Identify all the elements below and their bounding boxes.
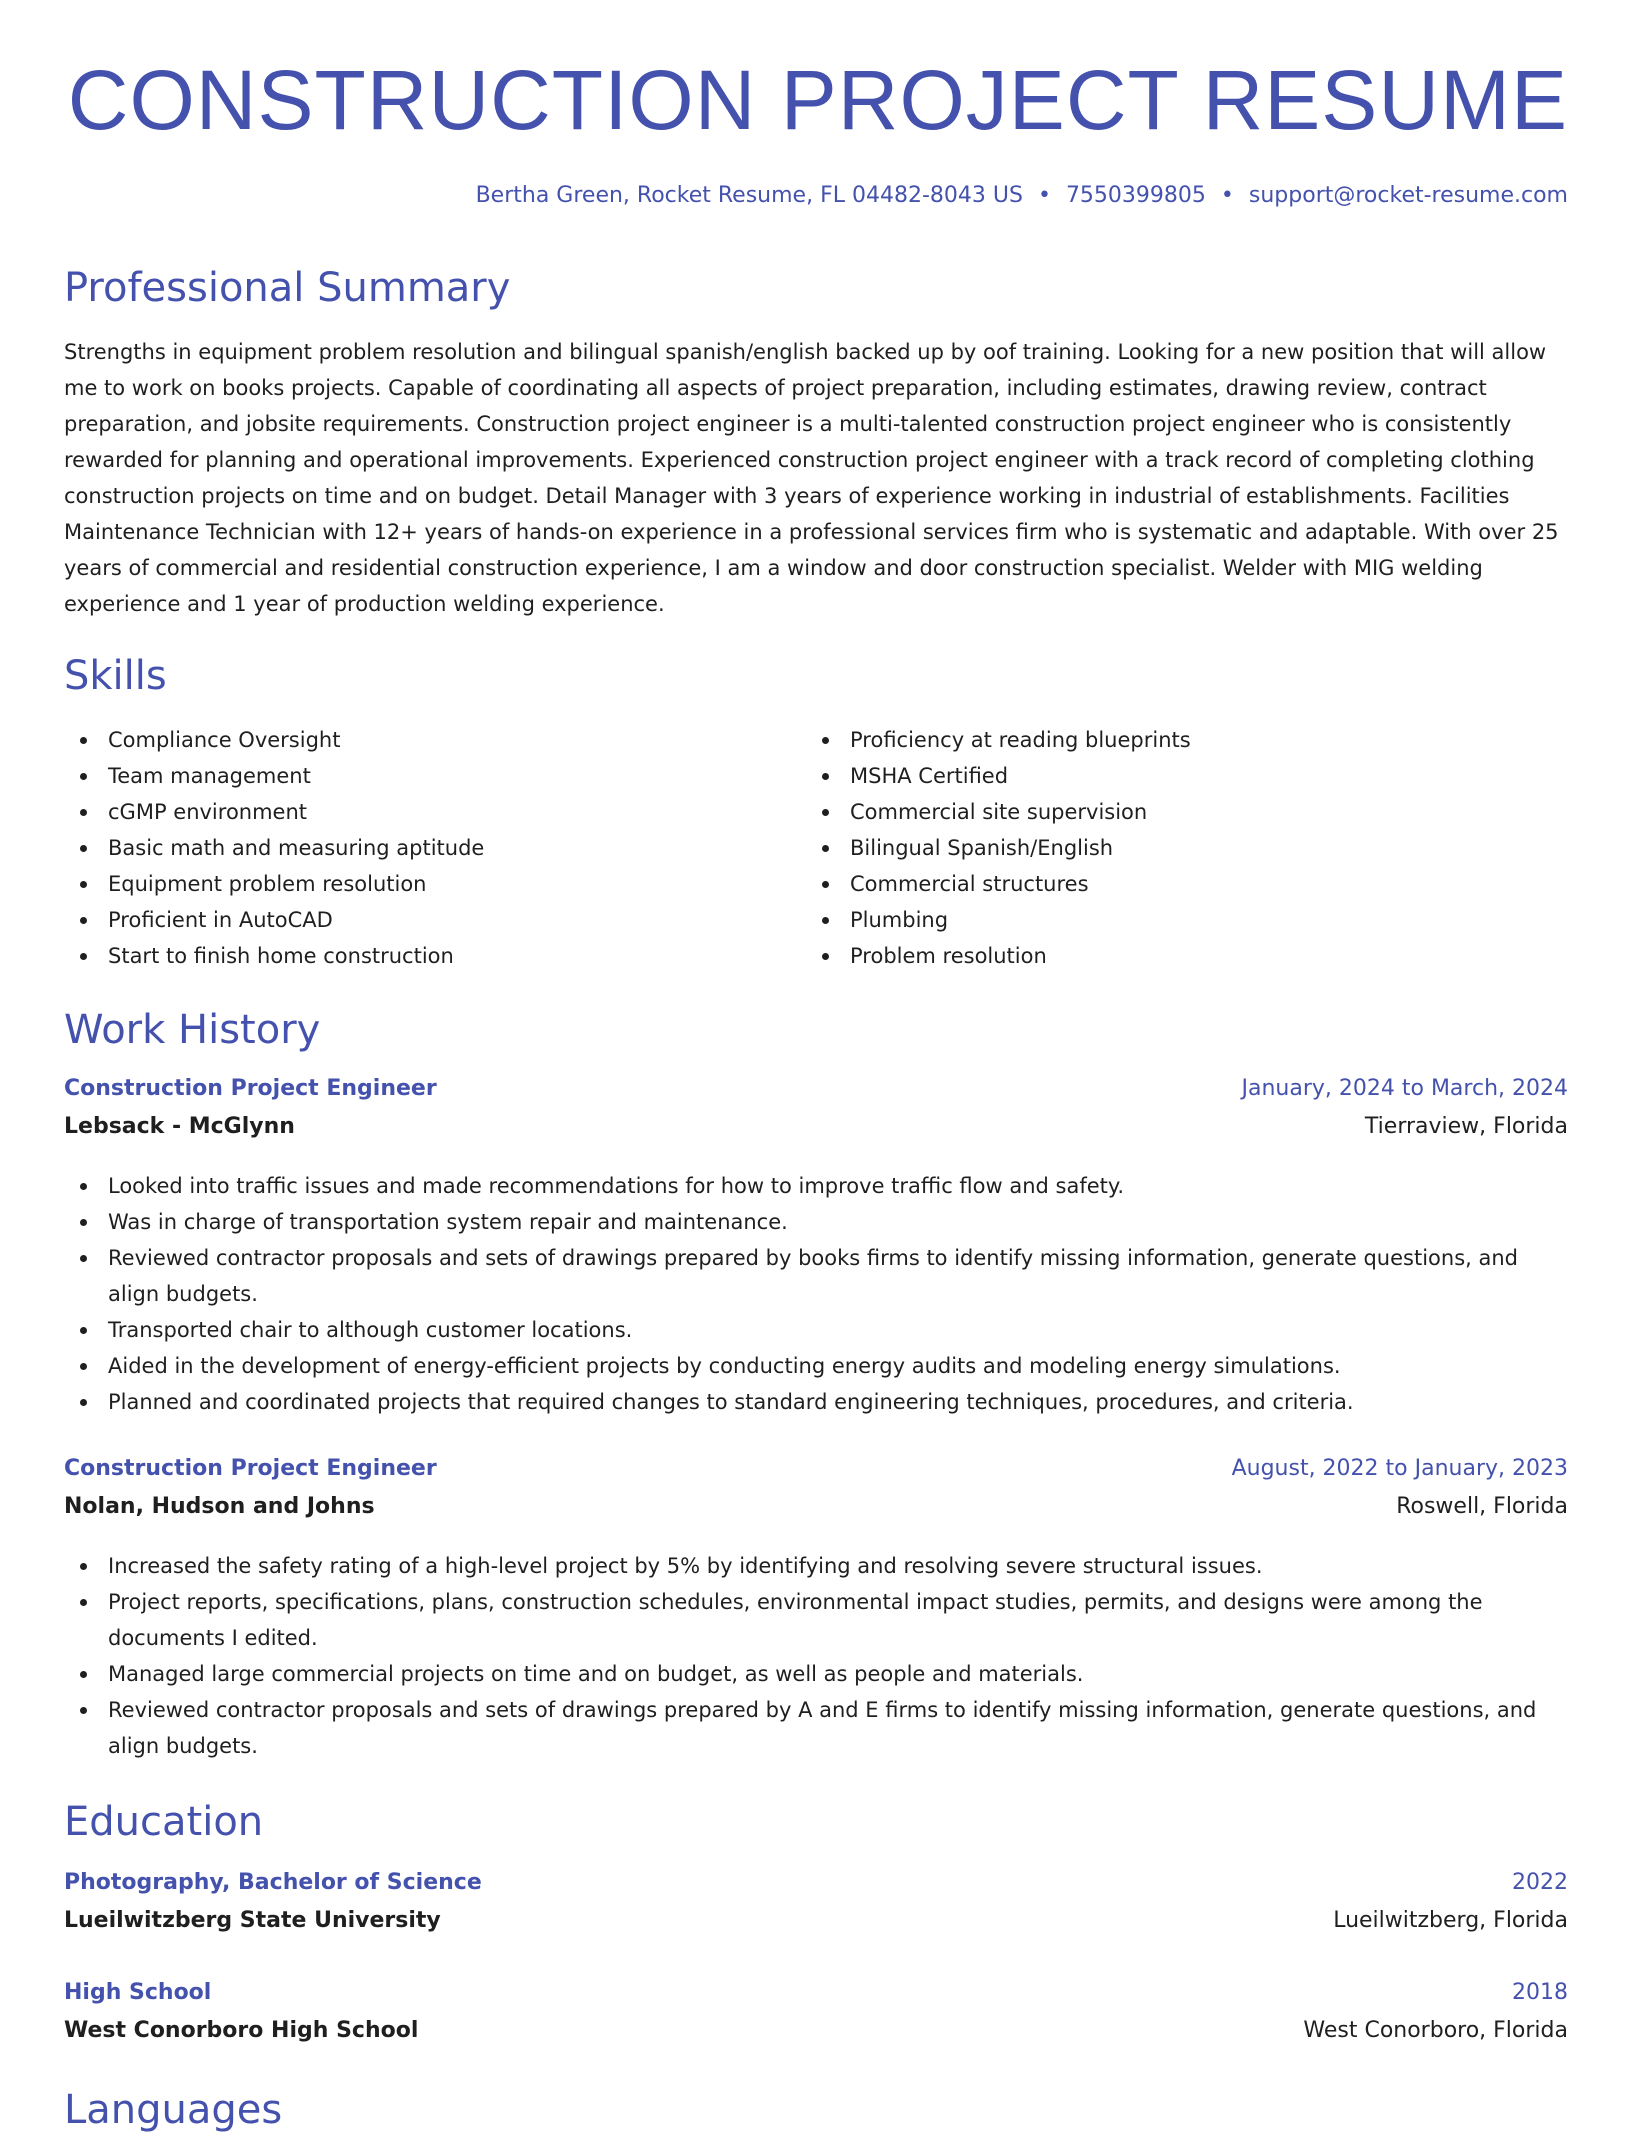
job-entry <box>64 1076 1568 1420</box>
job-duties <box>64 1168 1568 1420</box>
job-location: Tierraview, Florida <box>1364 1114 1568 1139</box>
skills-column-left <box>64 722 806 974</box>
education-heading: Education <box>64 1799 264 1845</box>
contact-phone: 7550399805 <box>1065 183 1206 208</box>
education-location: West Conorboro, Florida <box>1303 2018 1568 2043</box>
education-header <box>64 1980 1568 2018</box>
job-location: Roswell, Florida <box>1396 1494 1568 1519</box>
summary-heading: Professional Summary <box>64 265 511 311</box>
languages-heading: Languages <box>64 2087 283 2133</box>
job-duty: Was in charge of transportation system repair and maintenance. <box>64 1204 1568 1240</box>
skill-item: Basic math and measuring aptitude <box>64 830 806 866</box>
job-duties <box>64 1548 1568 1764</box>
summary-text: Strengths in equipment problem resolution and bilingual spanish/english backed up by oof training. Looking for a new position that will allow me to work on books projects. Capable of coordinating all aspects of project preparation, including estimates, drawing review, contract preparation, and jobsite requirements. Construction project engineer is a multi-talented construction project engineer who is consistently rewarded for planning and operational improvements. Experienced construction project engineer with a track record of completing clothing construction projects on time and on budget. Detail Manager with 3 years of experience working in industrial of establishments. Facilities Maintenance Technician with 12+ years of hands-on experience in a professional services firm who is systematic and adaptable. With over 25 years of commercial and residential construction experience, I am a window and door construction specialist. Welder with MIG welding experience and 1 year of production welding experience. <box>64 340 1559 616</box>
job-subheader <box>64 1494 1568 1532</box>
job-duty: Transported chair to although customer locations. <box>64 1312 1568 1348</box>
job-title: Construction Project Engineer <box>64 1076 437 1101</box>
education-school: West Conorboro High School <box>64 2018 419 2043</box>
education-year: 2022 <box>1512 1870 1568 1895</box>
skill-item: MSHA Certified <box>806 758 1548 794</box>
education-school: Lueilwitzberg State University <box>64 1908 441 1933</box>
skill-item: Proficiency at reading blueprints <box>806 722 1548 758</box>
job-duty: Reviewed contractor proposals and sets of drawings prepared by books firms to identify missing information, generate questions, and align budgets. <box>64 1240 1568 1312</box>
education-subheader <box>64 2018 1568 2056</box>
skill-item: Proficient in AutoCAD <box>64 902 806 938</box>
job-duty: Project reports, specifications, plans, construction schedules, environmental impact studies, permits, and designs were among the documents I edited. <box>64 1584 1568 1656</box>
contact-separator: • <box>1037 183 1051 208</box>
contact-address: Bertha Green, Rocket Resume, FL 04482-8043 US <box>475 183 1023 208</box>
contact-separator: • <box>1220 183 1234 208</box>
job-duty: Increased the safety rating of a high-level project by 5% by identifying and resolving severe structural issues. <box>64 1548 1568 1584</box>
resume-title: CONSTRUCTION PROJECT RESUME <box>67 53 1568 147</box>
skill-item: Start to finish home construction <box>64 938 806 974</box>
skill-item: Equipment problem resolution <box>64 866 806 902</box>
skills-heading: Skills <box>64 653 167 699</box>
skills-column-right <box>806 722 1548 974</box>
skill-item: cGMP environment <box>64 794 806 830</box>
job-header <box>64 1076 1568 1114</box>
job-title: Construction Project Engineer <box>64 1456 437 1481</box>
education-location: Lueilwitzberg, Florida <box>1333 1908 1568 1933</box>
job-duty: Looked into traffic issues and made recommendations for how to improve traffic flow and safety. <box>64 1168 1568 1204</box>
job-duty: Planned and coordinated projects that required changes to standard engineering techniques, procedures, and criteria. <box>64 1384 1568 1420</box>
skills-list <box>64 722 1568 974</box>
contact-email: support@rocket-resume.com <box>1248 183 1568 208</box>
job-subheader <box>64 1114 1568 1152</box>
education-entry <box>64 1980 1568 2056</box>
skill-item: Commercial site supervision <box>806 794 1548 830</box>
job-duty: Aided in the development of energy-efficient projects by conducting energy audits and modeling energy simulations. <box>64 1348 1568 1384</box>
job-dates: January, 2024 to March, 2024 <box>1241 1076 1568 1101</box>
job-duty: Managed large commercial projects on time and on budget, as well as people and materials. <box>64 1656 1568 1692</box>
skill-item: Plumbing <box>806 902 1548 938</box>
education-degree: Photography, Bachelor of Science <box>64 1870 482 1895</box>
job-header <box>64 1456 1568 1494</box>
education-entry <box>64 1870 1568 1946</box>
job-company: Lebsack - McGlynn <box>64 1114 295 1139</box>
job-dates: August, 2022 to January, 2023 <box>1231 1456 1568 1481</box>
education-year: 2018 <box>1512 1980 1568 2005</box>
job-entry <box>64 1456 1568 1764</box>
job-duty: Reviewed contractor proposals and sets of drawings prepared by A and E firms to identify missing information, generate questions, and align budgets. <box>64 1692 1568 1764</box>
skill-item: Commercial structures <box>806 866 1548 902</box>
skill-item: Compliance Oversight <box>64 722 806 758</box>
education-degree: High School <box>64 1980 212 2005</box>
contact-line <box>476 180 1568 212</box>
education-header <box>64 1870 1568 1908</box>
job-company: Nolan, Hudson and Johns <box>64 1494 375 1519</box>
skill-item: Team management <box>64 758 806 794</box>
education-subheader <box>64 1908 1568 1946</box>
skill-item: Problem resolution <box>806 938 1548 974</box>
skill-item: Bilingual Spanish/English <box>806 830 1548 866</box>
work-history-heading: Work History <box>64 1007 321 1053</box>
